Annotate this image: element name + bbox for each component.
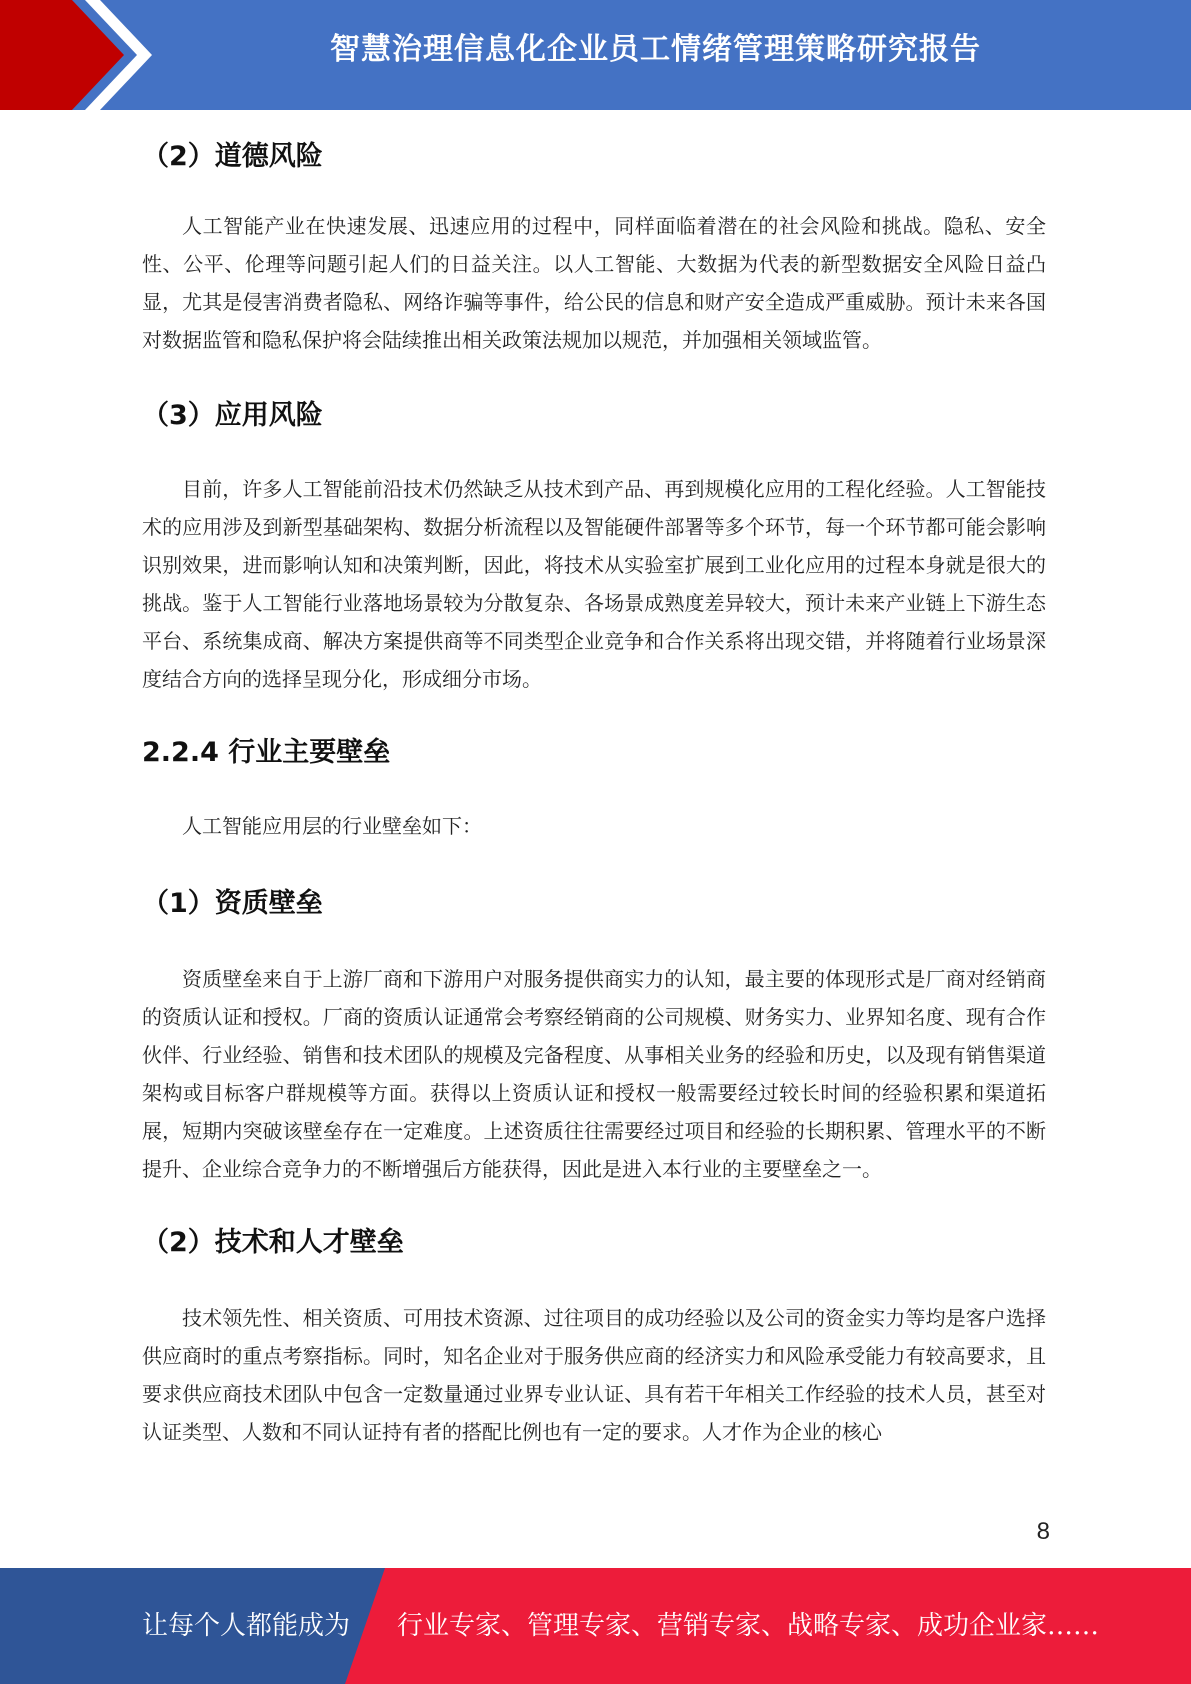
report-title: 智慧治理信息化企业员工情绪管理策略研究报告 bbox=[330, 32, 981, 67]
section-heading-qualification-barrier: （1）资质壁垒 bbox=[142, 888, 323, 919]
section-heading-tech-talent-barrier: （2）技术和人才壁垒 bbox=[142, 1227, 404, 1258]
paragraph-tech-talent-barrier: 技术领先性、相关资质、可用技术资源、过往项目的成功经验以及公司的资金实力等均是客户选择供应商时的重点考察指标。同时，知名企业对于服务供应商的经济实力和风险承受能力有较高要求，且要求供应商技术团队中包含一定数量通过业界专业认证、具有若干年相关工作经验的技术人员，甚至对认证类型、人数和不同认证持有者的搭配比例也有一定的要求。人才作为企业的核心 bbox=[142, 1306, 1046, 1444]
paragraph-ethics-risk: 人工智能产业在快速发展、迅速应用的过程中，同样面临着潜在的社会风险和挑战。隐私、安全性、公平、伦理等问题引起人们的日益关注。以人工智能、大数据为代表的新型数据安全风险日益凸显，尤其是侵害消费者隐私、网络诈骗等事件，给公民的信息和财产安全造成严重威胁。预计未来各国对数据监管和隐私保护将会陆续推出相关政策法规加以规范，并加强相关领域监管。 bbox=[142, 214, 1046, 352]
section-heading-application-risk: （3）应用风险 bbox=[142, 400, 323, 431]
paragraph-qualification-barrier: 资质壁垒来自于上游厂商和下游用户对服务提供商实力的认知，最主要的体现形式是厂商对经销商的资质认证和授权。厂商的资质认证通常会考察经销商的公司规模、财务实力、业界知名度、现有合作伙伴、行业经验、销售和技术团队的规模及完备程度、从事相关业务的经验和历史，以及现有销售渠道架构或目标客户群规模等方面。获得以上资质认证和授权一般需要经过较长时间的经验积累和渠道拓展，短期内突破该壁垒存在一定难度。上述资质往往需要经过项目和经验的长期积累、管理水平的不断提升、企业综合竞争力的不断增强后方能获得，因此是进入本行业的主要壁垒之一。 bbox=[142, 967, 1046, 1181]
page-number: 8 bbox=[1036, 1518, 1050, 1545]
document-body bbox=[142, 118, 1046, 1451]
paragraph-industry-barriers: 人工智能应用层的行业壁垒如下： bbox=[182, 814, 482, 838]
footer-slogan-left: 让每个人都能成为 bbox=[142, 1611, 351, 1641]
page-header bbox=[0, 0, 1191, 110]
footer-slogan-right: 行业专家、管理专家、营销专家、战略专家、成功企业家…… bbox=[397, 1611, 1100, 1641]
section-heading-industry-barriers: 2.2.4 行业主要壁垒 bbox=[142, 737, 391, 768]
page-footer bbox=[0, 1568, 1191, 1684]
paragraph-application-risk: 目前，许多人工智能前沿技术仍然缺乏从技术到产品、再到规模化应用的工程化经验。人工智能技术的应用涉及到新型基础架构、数据分析流程以及智能硬件部署等多个环节，每一个环节都可能会影响识别效果，进而影响认知和决策判断，因此，将技术从实验室扩展到工业化应用的过程本身就是很大的挑战。鉴于人工智能行业落地场景较为分散复杂、各场景成熟度差异较大，预计未来产业链上下游生态平台、系统集成商、解决方案提供商等不同类型企业竞争和合作关系将出现交错，并将随着行业场景深度结合方向的选择呈现分化，形成细分市场。 bbox=[142, 477, 1046, 691]
section-heading-ethics-risk: （2）道德风险 bbox=[142, 141, 323, 172]
